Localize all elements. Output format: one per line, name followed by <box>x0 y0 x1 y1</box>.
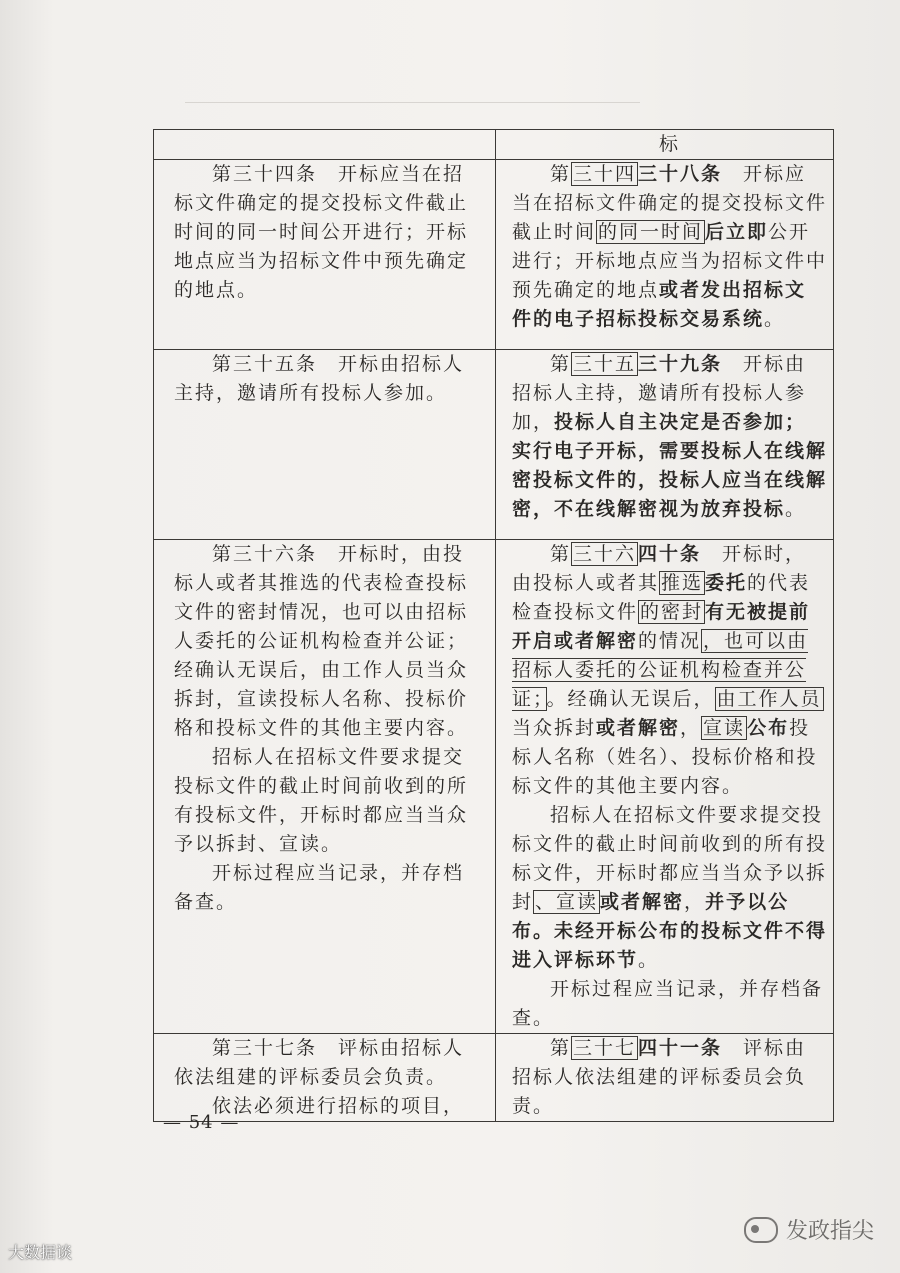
added-text: 三十九条 <box>638 353 723 375</box>
deleted-text-box: 推选 <box>661 572 704 594</box>
added-text: 委托 <box>705 572 748 594</box>
unchanged-text: 评标由招标人依法组建的评标委员会负责。 <box>512 1037 807 1117</box>
table-row <box>154 350 834 540</box>
unchanged-text: 。 <box>638 949 660 971</box>
unchanged-text: ， <box>680 717 702 739</box>
article-40-revised-p3: 开标过程应当记录，并存档备查。 <box>512 978 824 1029</box>
header-left-cell <box>154 130 496 160</box>
row4-original-cell <box>154 1034 496 1122</box>
row4-revised-cell <box>496 1034 834 1122</box>
table-header-row <box>154 130 834 160</box>
added-text: 并予以公布。未经开标公布的投标文件不得进入评标环节 <box>512 891 828 971</box>
added-text: 有无被提前开启或者解密 <box>512 601 811 652</box>
unchanged-text: 开标由招标人主持，邀请所有投标人参加， <box>512 353 807 433</box>
added-text: 投标人自主决定是否参加；实行电子开标，需要投标人在线解密投标文件的，投标人应当在线解密，不在线解密视为放弃投标 <box>512 411 828 520</box>
unchanged-text: 的情况 <box>638 630 702 652</box>
unchanged-text: 第 <box>550 1037 572 1059</box>
deleted-text-box: 宣读 <box>703 717 746 739</box>
table-row <box>154 540 834 1034</box>
unchanged-text: 当众拆封 <box>512 717 597 739</box>
added-text: 或者发出招标文件的电子招标投标交易系统 <box>512 279 807 330</box>
article-38-revised <box>512 160 827 334</box>
corner-stamp: 大数据谈 <box>8 1243 73 1262</box>
comparison-table <box>153 129 834 1122</box>
watermark <box>744 1214 874 1245</box>
deleted-text-box: 三十四 <box>573 163 637 185</box>
unchanged-text: 开标应当在招标文件确定的提交投标文件截止时间 <box>512 163 828 243</box>
unchanged-text: 第 <box>550 163 572 185</box>
deleted-text-box: 由工作人员 <box>716 688 822 710</box>
added-text: 四十条 <box>638 543 702 565</box>
row1-original-cell <box>154 160 496 350</box>
deleted-text-box: 、宣读 <box>535 891 599 913</box>
article-40-revised-p1 <box>512 540 827 801</box>
article-40-revised-p2 <box>512 801 827 975</box>
deleted-text-box: 三十六 <box>573 543 637 565</box>
page-number: — 54 — <box>163 1112 240 1133</box>
unchanged-text: 。 <box>785 498 807 520</box>
watermark-text: 发政指尖 <box>785 1219 874 1244</box>
deleted-text-box: 三十七 <box>573 1037 637 1059</box>
added-text: 四十一条 <box>638 1037 723 1059</box>
bleed-through-line <box>185 102 640 103</box>
added-text: 公布 <box>747 717 790 739</box>
table-row <box>154 1034 834 1122</box>
added-text: 后立即 <box>705 221 769 243</box>
wechat-logo-icon <box>744 1217 778 1243</box>
row2-original-cell <box>154 350 496 540</box>
unchanged-text: 招标人在招标文件要求提交投标文件的截止时间前收到的所有投标文件，开标时都应当当众予以拆封 <box>512 804 828 913</box>
unchanged-text: ， <box>684 891 706 913</box>
deleted-text-box: 的密封 <box>640 601 704 623</box>
deleted-text-box: ，也可以由招标人委托的公证机构检查并公证； <box>512 630 809 710</box>
unchanged-text: 公开进行；开标地点应当为招标文件中预先确定的地点 <box>512 221 828 301</box>
added-text: 三十八条 <box>638 163 723 185</box>
unchanged-text: 投标人名称（姓名）、投标价格和投标文件的其他主要内容。 <box>512 717 818 797</box>
article-35-original: 第三十五条 开标由招标人主持，邀请所有投标人参加。 <box>174 353 465 404</box>
row2-revised-cell <box>496 350 834 540</box>
article-36-original-p3: 开标过程应当记录，并存档备查。 <box>174 862 465 913</box>
article-36-original-p1: 第三十六条 开标时，由投标人或者其推选的代表检查投标文件的密封情况，也可以由招标人委托的公证机构检查并公证；经确认无误后，由工作人员当众拆封，宣读投标人名称、投标价格和投标文件的其他主要内容。 <box>174 543 469 739</box>
article-34-original: 第三十四条 开标应当在招标文件确定的提交投标文件截止时间的同一时间公开进行；开标地点应当为招标文件中预先确定的地点。 <box>174 163 469 301</box>
unchanged-text: 。 <box>764 308 786 330</box>
article-41-revised <box>512 1034 827 1121</box>
unchanged-text: 第 <box>550 543 572 565</box>
header-right-cell: 标 <box>496 130 834 160</box>
unchanged-text: 第 <box>550 353 572 375</box>
unchanged-text: 开标时，由投标人或者其 <box>512 543 807 594</box>
article-39-revised <box>512 350 827 524</box>
article-37-original-p2: 依法必须进行招标的项目， <box>212 1095 465 1117</box>
added-text: 或者解密 <box>600 891 685 913</box>
unchanged-text: 的代表检查投标文件 <box>512 572 811 623</box>
row3-revised-cell <box>496 540 834 1034</box>
added-text: 或者解密 <box>596 717 681 739</box>
deleted-text-box: 的同一时间 <box>598 221 704 243</box>
unchanged-text: 。经确认无误后， <box>546 688 715 710</box>
deleted-text-box: 三十五 <box>573 353 637 375</box>
row1-revised-cell <box>496 160 834 350</box>
table-row <box>154 160 834 350</box>
row3-original-cell <box>154 540 496 1034</box>
article-37-original-p1: 第三十七条 评标由招标人依法组建的评标委员会负责。 <box>174 1037 465 1088</box>
article-36-original-p2: 招标人在招标文件要求提交投标文件的截止时间前收到的所有投标文件，开标时都应当当众予以拆封、宣读。 <box>174 746 469 855</box>
